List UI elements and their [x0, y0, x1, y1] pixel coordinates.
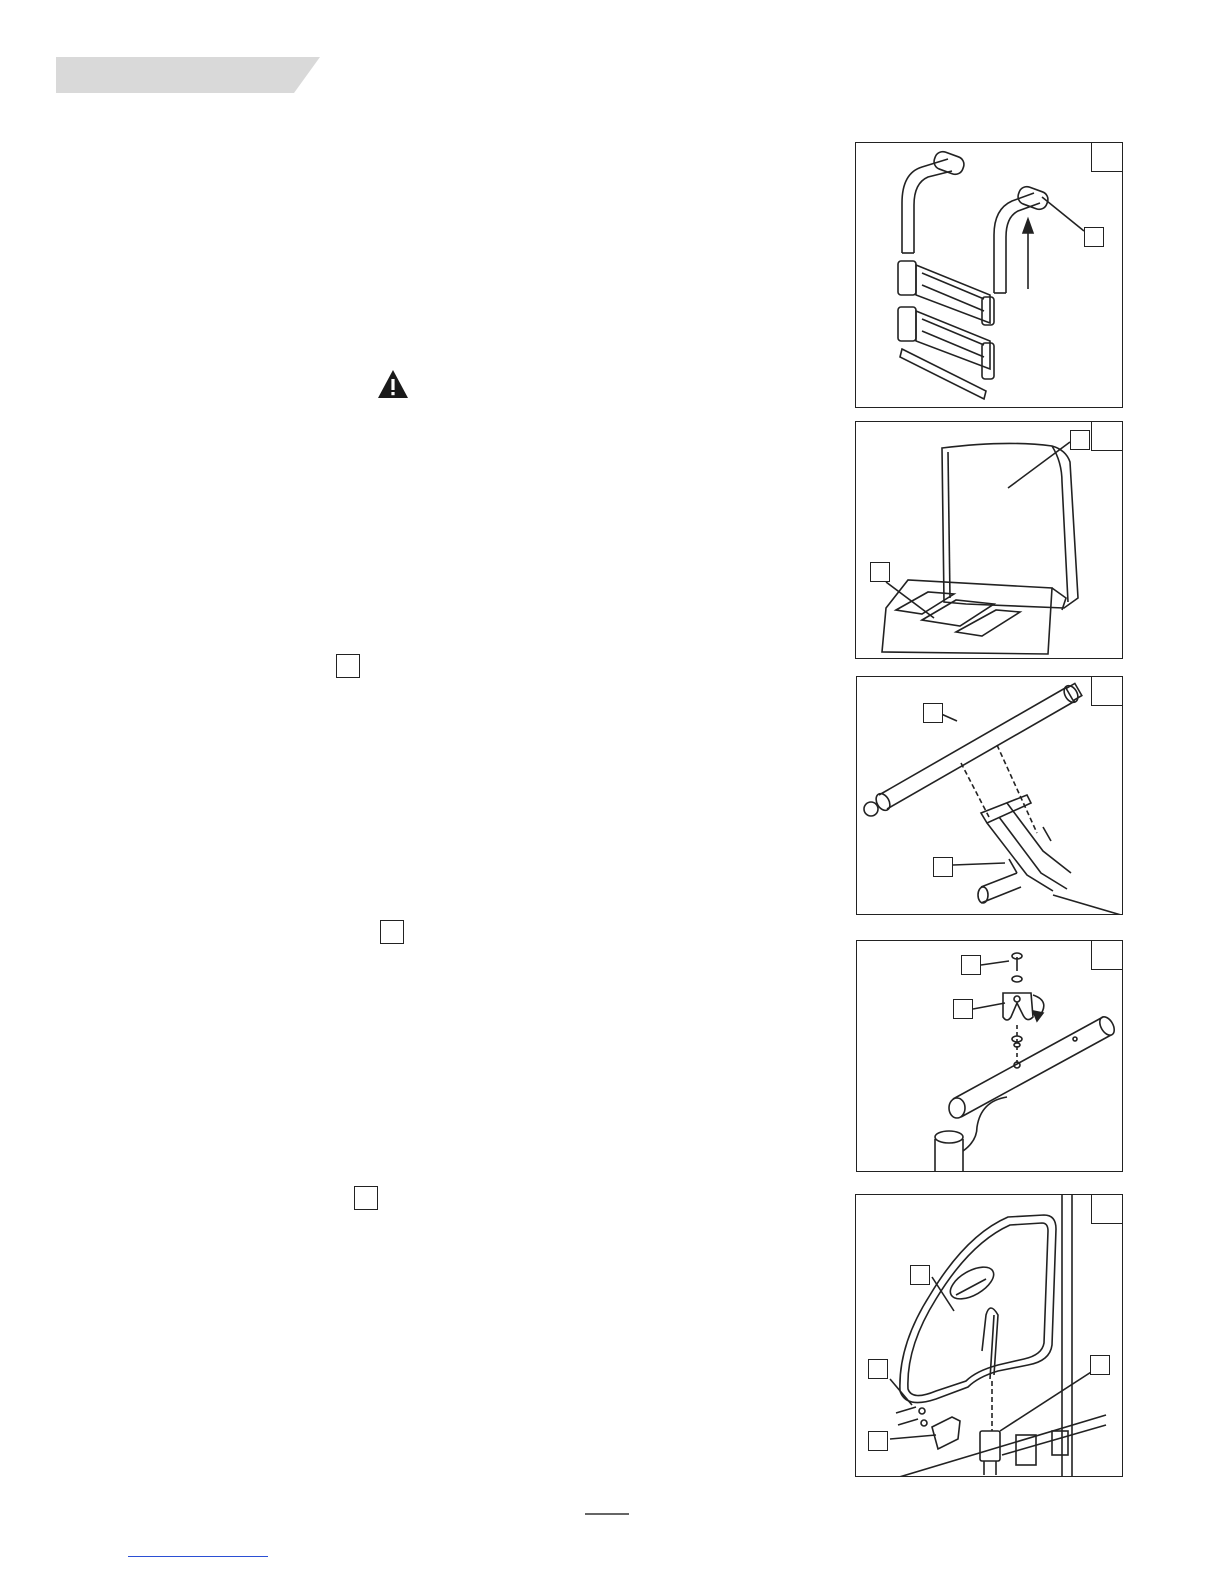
section-header-tab	[56, 57, 320, 93]
figure-5-drawing	[856, 1195, 1123, 1477]
figure-2-drawing	[856, 422, 1123, 659]
warning-triangle-icon	[377, 369, 409, 399]
inline-reference-box-3	[354, 1186, 378, 1210]
figure-5-number-box	[1091, 1194, 1123, 1224]
page-number-rule	[585, 1513, 629, 1515]
figure-2-panel	[855, 421, 1123, 659]
figure-3-drawing	[857, 677, 1123, 915]
figure-4-number-box	[1091, 940, 1123, 970]
figure-4-callout-2	[953, 999, 973, 1019]
figure-4-drawing	[857, 941, 1123, 1172]
figure-4-callout-1	[961, 955, 981, 975]
figure-5-panel	[855, 1194, 1123, 1477]
inline-reference-box-2	[380, 920, 404, 944]
figure-3-number-box	[1091, 676, 1123, 706]
figure-3-callout-1	[923, 703, 943, 723]
figure-5-callout-1	[910, 1265, 930, 1285]
figure-1-drawing	[856, 143, 1123, 408]
figure-2-callout-2	[870, 562, 890, 582]
figure-5-callout-4	[1090, 1355, 1110, 1375]
figure-2-number-box	[1091, 421, 1123, 451]
figure-1-number-box	[1091, 142, 1123, 172]
figure-2-callout-1	[1070, 430, 1090, 450]
inline-reference-box-1	[336, 654, 360, 678]
figure-1-panel	[855, 142, 1123, 408]
figure-3-panel	[856, 676, 1123, 915]
figure-1-callout-1	[1084, 227, 1104, 247]
footer-link-underline[interactable]	[128, 1556, 268, 1557]
figure-5-callout-3	[868, 1431, 888, 1451]
figure-4-panel	[856, 940, 1123, 1172]
figure-5-callout-2	[868, 1359, 888, 1379]
figure-3-callout-2	[933, 857, 953, 877]
